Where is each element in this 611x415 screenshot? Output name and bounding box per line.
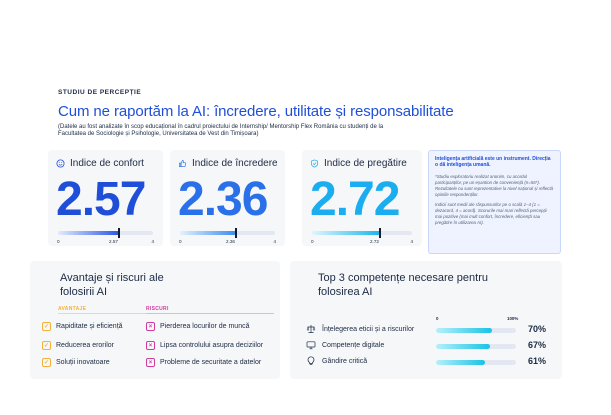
lightbulb-icon	[306, 356, 316, 366]
advantages-divider	[58, 313, 148, 314]
info-scale-note: Indicii sunt medii ale răspunsurilor pe o scală 1–4 (1 = dezacord, 4 = acord). Scorurile mai mari reflectă percepții mai pozitive (mai mult confort, încredere, eficiență sau pregătire în utilizarea AI).	[435, 202, 547, 226]
index-card-trust	[170, 150, 285, 246]
skill-bar	[436, 328, 516, 333]
marker-tick: 2.57	[109, 239, 118, 244]
index-value: 2.57	[56, 173, 146, 226]
skill-bar	[436, 344, 516, 349]
skill-label: Competențe digitale	[322, 341, 385, 349]
check-icon: ✓	[43, 342, 50, 349]
index-bar	[180, 231, 275, 235]
panel-title: Avantaje și riscuri ale folosirii AI	[60, 272, 164, 298]
info-methodology: *Studiu exploratoriu realizat anonim, cu acordul participanților, pe un eșantion de conveniență (n=56*). Rezultatele nu sunt reprezentative la nivel național și reflectă opiniile respondenților.	[435, 173, 554, 197]
info-note	[428, 150, 561, 254]
skill-bar	[436, 360, 516, 365]
advantage-item	[42, 358, 110, 367]
index-marker	[379, 228, 381, 238]
risks-heading: RISCURI	[146, 306, 169, 312]
info-lead: Inteligența artificială este un instrument. Direcția o dă inteligența umană.	[435, 156, 551, 169]
index-value: 2.36	[178, 173, 268, 226]
index-bar	[312, 231, 412, 235]
index-card-comfort	[48, 150, 163, 246]
index-bar	[58, 231, 153, 235]
index-bar-fill	[312, 231, 380, 235]
risk-label: Pierderea locurilor de muncă	[160, 323, 250, 330]
shield-check-icon	[310, 159, 319, 168]
check-icon: ✓	[43, 359, 50, 366]
advantage-item	[42, 322, 123, 331]
index-title: Indice de confort	[70, 158, 144, 169]
marker-tick: 2.36	[226, 239, 235, 244]
advantage-label: Soluții inovatoare	[56, 359, 110, 366]
check-icon: ✓	[43, 323, 50, 330]
index-bar-fill	[58, 231, 119, 235]
risks-divider	[146, 313, 274, 314]
skills-scale-min: 0	[436, 316, 439, 321]
skill-label: Înțelegerea eticii și a riscurilor	[322, 325, 415, 333]
skill-percent: 70%	[528, 324, 547, 334]
scale-max-tick: 4	[151, 239, 154, 244]
panel-title: Top 3 competențe necesare pentru folosirea AI	[318, 272, 489, 298]
advantage-label: Reducerea erorilor	[56, 342, 114, 349]
cross-icon: ×	[146, 358, 155, 367]
risk-item	[146, 322, 250, 331]
skill-percent: 67%	[528, 340, 547, 350]
cross-icon: ×	[146, 322, 155, 331]
scale-max-tick: 4	[410, 239, 413, 244]
index-marker	[118, 228, 120, 238]
risk-item	[146, 358, 261, 367]
page-title: Cum ne raportăm la AI: încredere, utilitate și responsabilitate	[58, 103, 454, 120]
skill-row	[306, 324, 414, 334]
index-card-readiness	[302, 150, 422, 246]
index-value: 2.72	[310, 173, 400, 226]
risk-label: Lipsa controlului asupra deciziilor	[160, 342, 264, 349]
skill-row	[306, 356, 367, 366]
skill-bar-fill	[436, 328, 492, 333]
index-title: Indice de pregătire	[324, 158, 407, 169]
scales-icon	[306, 324, 316, 334]
skill-row	[306, 340, 384, 350]
skill-label: Gândire critică	[322, 357, 368, 365]
skill-bar-fill	[436, 360, 485, 365]
advantage-label: Rapiditate și eficiență	[56, 323, 123, 330]
marker-tick: 2.72	[370, 239, 379, 244]
index-marker	[235, 228, 237, 238]
index-title: Indice de încredere	[192, 158, 278, 169]
scale-min-tick: 0	[57, 239, 60, 244]
smile-icon	[56, 159, 65, 168]
risk-item	[146, 341, 263, 350]
eyebrow-label: STUDIU DE PERCEPȚIE	[58, 89, 142, 96]
skill-bar-fill	[436, 344, 490, 349]
thumbs-up-icon	[178, 159, 187, 168]
skills-scale-max: 100%	[507, 316, 519, 321]
scale-max-tick: 4	[273, 239, 276, 244]
cross-icon: ×	[146, 341, 155, 350]
index-bar-fill	[180, 231, 236, 235]
monitor-icon	[306, 340, 316, 350]
scale-min-tick: 0	[311, 239, 314, 244]
scale-min-tick: 0	[179, 239, 182, 244]
advantage-item	[42, 341, 114, 350]
skill-percent: 61%	[528, 356, 547, 366]
page-subtitle: (Datele au fost analizate în scop educațional în cadrul proiectului de Internship/ Mentorship Flex România cu studenți de la Facultatea de Sociologie și Psihologie, Universitatea de Vest din Timișoara)	[58, 124, 384, 138]
advantages-heading: AVANTAJE	[58, 306, 87, 312]
risk-label: Probleme de securitate a datelor	[160, 359, 262, 366]
